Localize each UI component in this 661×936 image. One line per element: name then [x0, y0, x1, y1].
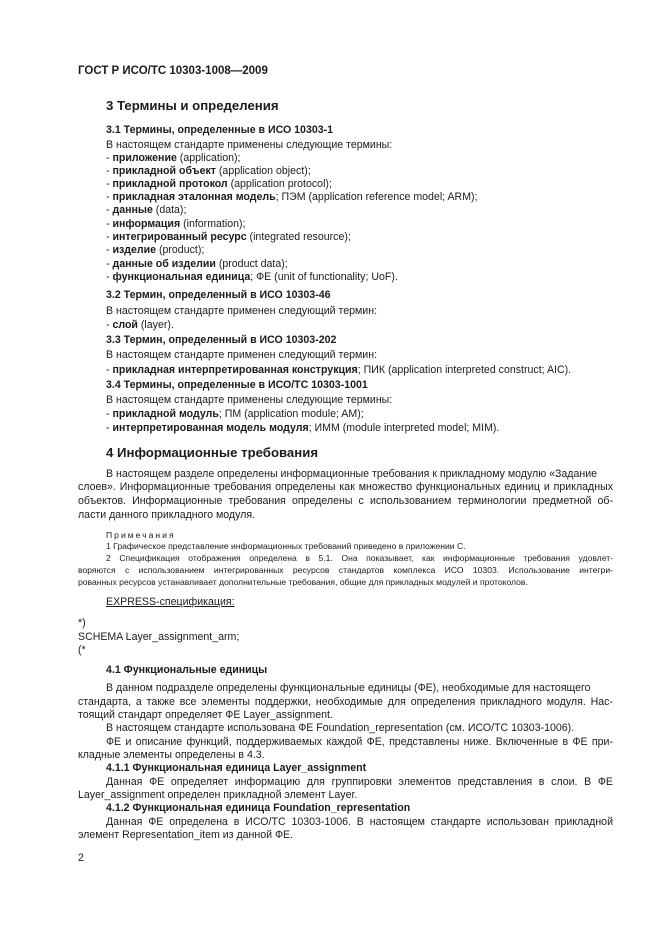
- subsection-4-1-2-title: 4.1.2 Функциональная единица Foundation_representation: [106, 802, 411, 814]
- note-line: рованных ресурсов устанавливает дополнительные требования, общие для прикладных модулей и протоколов.: [78, 577, 528, 587]
- code-line: *): [78, 617, 86, 629]
- term-list-item: - данные (data);: [106, 204, 187, 216]
- term-list-item: - информация (information);: [106, 218, 246, 230]
- subsection-4-1-title: 4.1 Функциональные единицы: [106, 664, 268, 676]
- note-line: воряются с использованием интегрированных ресурсов стандартов комплекса ИСО 10303. Использование интегри-: [78, 565, 613, 575]
- code-line: (*: [78, 644, 86, 656]
- paragraph-line: Данная ФЕ определяет информацию для группировки элементов представления в слои. В ФЕ: [106, 776, 613, 788]
- paragraph-line: кладные элементы определены в 4.3.: [78, 749, 265, 761]
- term-list-item: - прикладная интерпретированная конструкция; ПИК (application interpreted construct; AIC).: [106, 364, 572, 376]
- subsection-3-2-intro: В настоящем стандарте применен следующий термин:: [106, 305, 378, 317]
- section-4-title: 4 Информационные требования: [106, 445, 319, 460]
- term-list-item: - прикладная эталонная модель; ПЭМ (application reference model; ARM);: [106, 191, 478, 203]
- paragraph-line: объектов. Информационные требования определены с использованием терминологии предметной об-: [78, 495, 613, 507]
- page-number: 2: [78, 852, 84, 864]
- term-list-item: - данные об изделии (product data);: [106, 258, 288, 270]
- term-list-item: - интерпретированная модель модуля; ИММ (module interpreted model; MIM).: [106, 422, 500, 434]
- note-line: 1 Графическое представление информационных требований приведено в приложении С.: [106, 541, 466, 551]
- paragraph-line: Layer_assignment определен прикладной элемент Layer.: [78, 789, 358, 801]
- notes-title: Примечания: [106, 530, 176, 540]
- section-3-title: 3 Термины и определения: [106, 98, 279, 113]
- term-list-item: - изделие (product);: [106, 244, 205, 256]
- subsection-3-1-intro: В настоящем стандарте применены следующие термины:: [106, 139, 393, 151]
- subsection-3-3-title: 3.3 Термин, определенный в ИСО 10303-202: [106, 334, 337, 346]
- paragraph-line: слоев». Информационные требования определены как множество функциональных единиц и прикладных: [78, 481, 613, 493]
- term-list-item: - слой (layer).: [106, 319, 174, 331]
- subsection-3-1-title: 3.1 Термины, определенные в ИСО 10303-1: [106, 124, 334, 136]
- paragraph-line: тоящий стандарт определяет ФЕ Layer_assignment.: [78, 709, 333, 721]
- document-header: ГОСТ Р ИСО/ТС 10303-1008—2009: [78, 65, 268, 77]
- subsection-4-1-1-title: 4.1.1 Функциональная единица Layer_assignment: [106, 762, 367, 774]
- paragraph-line: ласти данного прикладного модуля.: [78, 509, 256, 521]
- term-list-item: - прикладной протокол (application protocol);: [106, 178, 332, 190]
- paragraph-line: В данном подразделе определены функциональные единицы (ФЕ), необходимые для настоящего: [106, 682, 591, 694]
- paragraph-line: ФЕ и описание функций, поддерживаемых каждой ФЕ, представлены ниже. Включенные в ФЕ при-: [106, 736, 613, 748]
- note-line: 2 Спецификация отображения определена в 5.1. Она показывает, как информационные требования удовлет-: [106, 553, 613, 563]
- term-list-item: - прикладной объект (application object);: [106, 165, 311, 177]
- express-spec-label: EXPRESS-спецификация:: [106, 596, 235, 608]
- term-list-item: - функциональная единица; ФЕ (unit of functionality; UoF).: [106, 271, 398, 283]
- subsection-3-4-intro: В настоящем стандарте применены следующие термины:: [106, 394, 393, 406]
- paragraph-line: Данная ФЕ определена в ИСО/ТС 10303-1006. В настоящем стандарте использован прикладной: [106, 816, 613, 828]
- subsection-3-3-intro: В настоящем стандарте применен следующий термин:: [106, 349, 378, 361]
- subsection-3-2-title: 3.2 Термин, определенный в ИСО 10303-46: [106, 289, 331, 301]
- paragraph-line: стандарта, а также все элементы поддержки, необходимые для определения прикладного модуля. Нас-: [78, 696, 613, 708]
- code-line: SCHEMA Layer_assignment_arm;: [78, 631, 240, 643]
- paragraph-line: элемент Representation_item из данной ФЕ.: [78, 829, 294, 841]
- term-list-item: - приложение (application);: [106, 152, 241, 164]
- paragraph-line: В настоящем разделе определены информационные требования к прикладному модулю «Задание: [106, 468, 598, 480]
- paragraph-line: В настоящем стандарте использована ФЕ Foundation_representation (см. ИСО/ТС 10303-1006).: [106, 722, 575, 734]
- term-list-item: - интегрированный ресурс (integrated resource);: [106, 231, 351, 243]
- subsection-3-4-title: 3.4 Термины, определенные в ИСО/ТС 10303-1001: [106, 379, 368, 391]
- term-list-item: - прикладной модуль; ПМ (application module; AM);: [106, 408, 364, 420]
